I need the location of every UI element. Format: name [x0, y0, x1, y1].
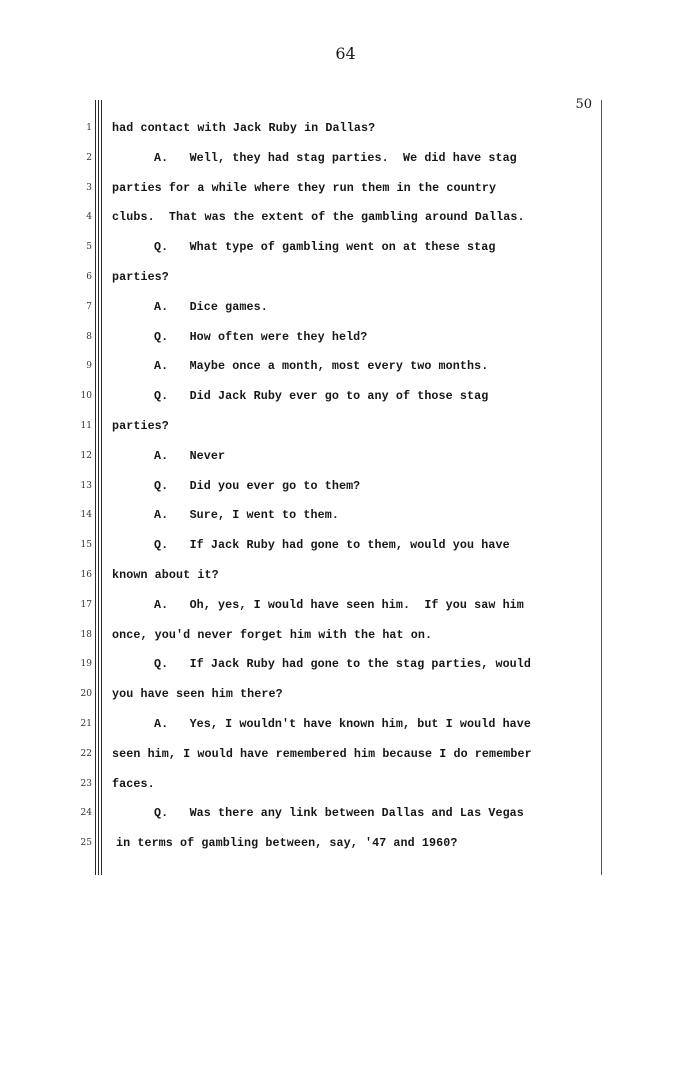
line-text: Q. What type of gambling went on at these stag [154, 240, 496, 255]
line-number: 13 [80, 480, 92, 491]
transcript-line [0, 806, 691, 836]
line-text: had contact with Jack Ruby in Dallas? [112, 121, 376, 135]
line-text: Q. If Jack Ruby had gone to the stag parties, would [154, 657, 532, 672]
line-text: Q. Did you ever go to them? [154, 478, 361, 493]
transcript-line [0, 598, 691, 628]
line-text: Q. If Jack Ruby had gone to them, would you have [154, 538, 510, 553]
line-number: 14 [80, 510, 92, 521]
line-text: A. Dice games. [154, 299, 268, 314]
line-number: 5 [86, 242, 92, 253]
transcript-line [0, 300, 691, 330]
transcript-line [0, 777, 691, 807]
line-number: 23 [80, 778, 92, 789]
line-text: you have seen him there? [112, 687, 283, 702]
transcript-line [0, 628, 691, 658]
line-text: A. Oh, yes, I would have seen him. If you saw him [154, 597, 524, 612]
line-text: seen him, I would have remembered him because I do remember [112, 746, 532, 761]
line-text: parties for a while where they run them in the country [112, 180, 497, 195]
line-number: 18 [80, 629, 92, 640]
transcript-line [0, 121, 691, 151]
transcript-line [0, 657, 691, 687]
transcript-line [0, 210, 691, 240]
line-text: parties? [112, 418, 169, 433]
transcript-line [0, 449, 691, 479]
transcript-body [0, 121, 691, 866]
line-number: 17 [80, 599, 92, 610]
line-number: 3 [86, 182, 92, 193]
transcript-page-number: 50 [575, 97, 592, 112]
line-number: 19 [80, 659, 92, 670]
transcript-line [0, 508, 691, 538]
transcript-line [0, 419, 691, 449]
transcript-line [0, 330, 691, 360]
line-text: Q. Did Jack Ruby ever go to any of those stag [154, 389, 489, 404]
page-number: 64 [335, 44, 356, 63]
transcript-line [0, 836, 691, 866]
line-text: faces. [112, 776, 155, 791]
transcript-line [0, 568, 691, 598]
line-number: 4 [86, 212, 92, 223]
line-number: 12 [80, 450, 92, 461]
line-text: in terms of gambling between, say, '47 and 1960? [116, 836, 458, 851]
line-text: Q. Was there any link between Dallas and Las Vegas [154, 806, 524, 821]
line-text: once, you'd never forget him with the hat on. [112, 627, 433, 642]
line-number: 1 [86, 123, 92, 133]
line-number: 15 [80, 540, 92, 551]
line-number: 2 [86, 152, 92, 163]
line-text: A. Sure, I went to them. [154, 508, 339, 523]
line-number: 24 [80, 808, 92, 819]
line-number: 22 [80, 748, 92, 759]
transcript-line [0, 389, 691, 419]
line-number: 7 [86, 301, 92, 312]
line-text: parties? [112, 269, 169, 284]
line-number: 16 [80, 569, 92, 580]
line-text: A. Never [154, 448, 226, 463]
transcript-line [0, 747, 691, 777]
transcript-line [0, 717, 691, 747]
transcript-line [0, 181, 691, 211]
transcript-line [0, 479, 691, 509]
transcript-line [0, 270, 691, 300]
line-text: A. Well, they had stag parties. We did have stag [154, 150, 517, 165]
line-text: A. Yes, I wouldn't have known him, but I would have [154, 716, 532, 731]
line-number: 8 [86, 331, 92, 342]
line-text: Q. How often were they held? [154, 329, 368, 344]
line-number: 6 [86, 271, 92, 282]
line-number: 21 [80, 718, 92, 729]
line-number: 11 [80, 420, 92, 431]
line-number: 20 [80, 689, 92, 700]
transcript-line [0, 151, 691, 181]
transcript-line [0, 359, 691, 389]
transcript-line [0, 240, 691, 270]
transcript-line [0, 538, 691, 568]
line-number: 10 [80, 391, 92, 402]
line-number: 25 [80, 838, 92, 849]
line-text: known about it? [112, 567, 219, 582]
transcript-line [0, 687, 691, 717]
line-text: clubs. That was the extent of the gambling around Dallas. [112, 210, 525, 225]
line-number: 9 [86, 361, 92, 372]
line-text: A. Maybe once a month, most every two months. [154, 359, 489, 374]
